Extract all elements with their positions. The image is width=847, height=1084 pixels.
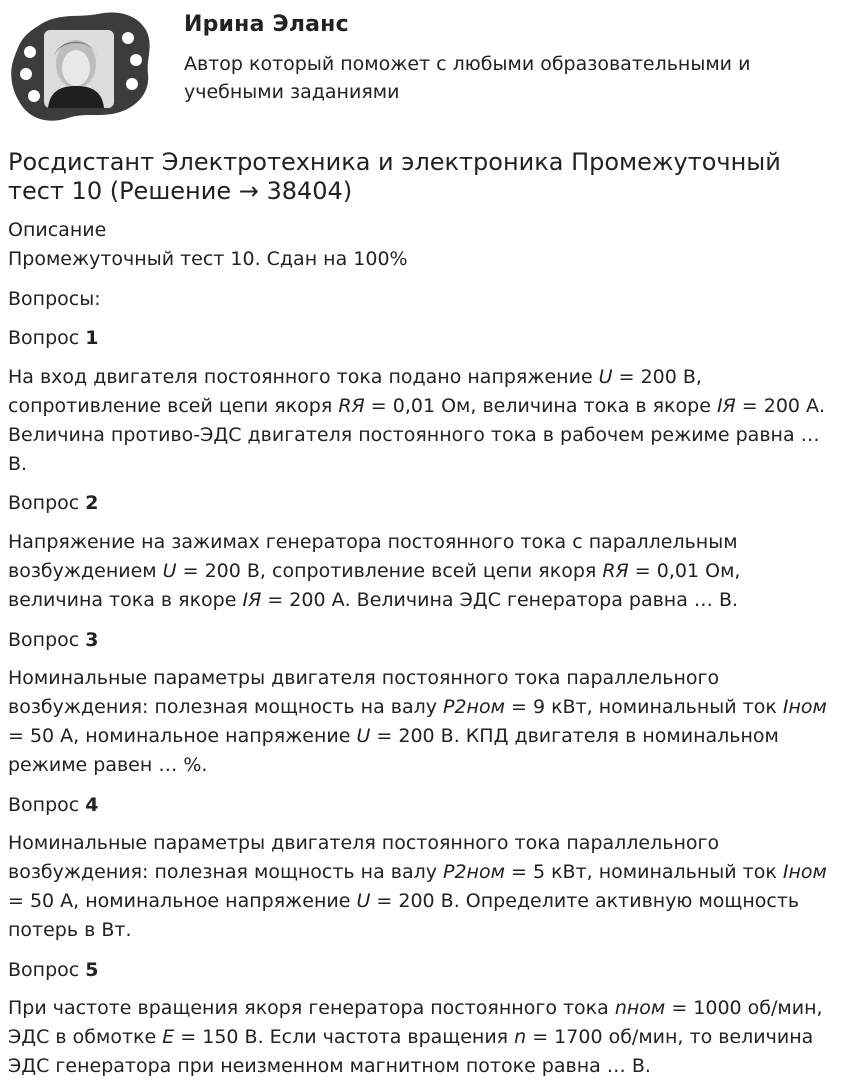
description-text: Промежуточный тест 10. Сдан на 100% bbox=[8, 247, 408, 270]
author-description: Автор который поможет с любыми образовательными и учебными заданиями bbox=[184, 53, 751, 103]
math-var: RЯ bbox=[602, 559, 629, 582]
author-name: Ирина Эланс bbox=[184, 12, 349, 37]
text-run: Номинальные параметры двигателя постоянного тока параллельного возбуждения: полезная мощность на валу bbox=[8, 667, 720, 719]
math-var: RЯ bbox=[338, 394, 365, 417]
math-var: U bbox=[356, 889, 371, 912]
math-var: nном bbox=[614, 997, 666, 1020]
text-run: = 5 кВт, номинальный ток bbox=[504, 861, 783, 884]
text-run: = 50 А, номинальное напряжение bbox=[8, 724, 357, 747]
text-run: = 50 А, номинальное напряжение bbox=[8, 889, 357, 912]
question-text bbox=[8, 829, 838, 944]
author-header bbox=[0, 0, 847, 140]
question-item bbox=[8, 956, 838, 1081]
question-number: 1 bbox=[85, 327, 99, 350]
author-avatar bbox=[8, 8, 150, 126]
math-var: Iном bbox=[782, 861, 827, 884]
description-label: Описание bbox=[8, 219, 107, 241]
questions-label: Вопросы: bbox=[8, 287, 101, 310]
question-text bbox=[8, 363, 838, 478]
text-run: На вход двигателя постоянного тока подано напряжение bbox=[8, 366, 599, 389]
question-number: 4 bbox=[85, 793, 99, 816]
question-item bbox=[8, 791, 838, 945]
text-run: = 0,01 Ом, величина тока в якоре bbox=[364, 394, 717, 417]
text-run: При частоте вращения якоря генератора постоянного тока bbox=[8, 997, 615, 1020]
question-text bbox=[8, 994, 838, 1080]
math-var: P2ном bbox=[443, 861, 505, 884]
document-body bbox=[8, 148, 838, 1081]
question-heading bbox=[8, 489, 838, 518]
question-label: Вопрос bbox=[8, 793, 80, 816]
math-var: E bbox=[162, 1026, 175, 1049]
text-run: = 200 В, сопротивление всей цепи якоря bbox=[8, 366, 702, 417]
math-var: P2ном bbox=[443, 696, 505, 719]
text-run: = 150 В. Если частота вращения bbox=[174, 1026, 515, 1049]
text-run: = 200 А. Величина ЭДС генератора равна … В. bbox=[261, 588, 739, 611]
question-item bbox=[8, 626, 838, 780]
text-run: = 1000 об/мин, ЭДС в обмотке bbox=[8, 997, 823, 1049]
question-heading bbox=[8, 956, 838, 985]
math-var: U bbox=[162, 559, 177, 582]
text-run: = 200 А. Величина противо-ЭДС двигателя постоянного тока в рабочем режиме равна … В. bbox=[8, 394, 826, 475]
question-label: Вопрос bbox=[8, 628, 80, 651]
math-var: IЯ bbox=[716, 394, 736, 417]
text-run: = 200 В. КПД двигателя в номинальном режиме равен … %. bbox=[8, 724, 779, 776]
question-list bbox=[8, 324, 838, 1080]
text-run: = 9 кВт, номинальный ток bbox=[504, 696, 783, 719]
math-var: U bbox=[598, 366, 613, 389]
question-number: 2 bbox=[85, 492, 99, 515]
math-var: U bbox=[356, 724, 371, 747]
question-label: Вопрос bbox=[8, 492, 80, 515]
question-heading bbox=[8, 626, 838, 655]
math-var: IЯ bbox=[242, 588, 262, 611]
text-run: = 1700 об/мин, то величина ЭДС генератора при неизменном магнитном потоке равна … В. bbox=[8, 1026, 814, 1077]
question-heading bbox=[8, 791, 838, 820]
text-run: Напряжение на зажимах генератора постоянного тока с параллельным возбуждением bbox=[8, 531, 738, 582]
question-text bbox=[8, 664, 838, 779]
question-heading bbox=[8, 324, 838, 353]
page-title: Росдистант Электротехника и электроника Промежуточный тест 10 (Решение → 38404) bbox=[8, 148, 781, 205]
question-label: Вопрос bbox=[8, 958, 80, 981]
text-run: = 200 В, сопротивление всей цепи якоря bbox=[176, 559, 603, 582]
math-var: n bbox=[514, 1026, 527, 1049]
question-number: 5 bbox=[85, 958, 99, 981]
question-item bbox=[8, 489, 838, 614]
text-run: = 200 В. Определите активную мощность потерь в Вт. bbox=[8, 889, 800, 941]
text-run: Номинальные параметры двигателя постоянного тока параллельного возбуждения: полезная мощность на валу bbox=[8, 832, 720, 884]
text-run: = 0,01 Ом, величина тока в якоре bbox=[8, 559, 741, 611]
question-number: 3 bbox=[85, 628, 99, 651]
question-text bbox=[8, 528, 838, 614]
question-item bbox=[8, 324, 838, 478]
question-label: Вопрос bbox=[8, 327, 80, 350]
math-var: Iном bbox=[782, 696, 827, 719]
